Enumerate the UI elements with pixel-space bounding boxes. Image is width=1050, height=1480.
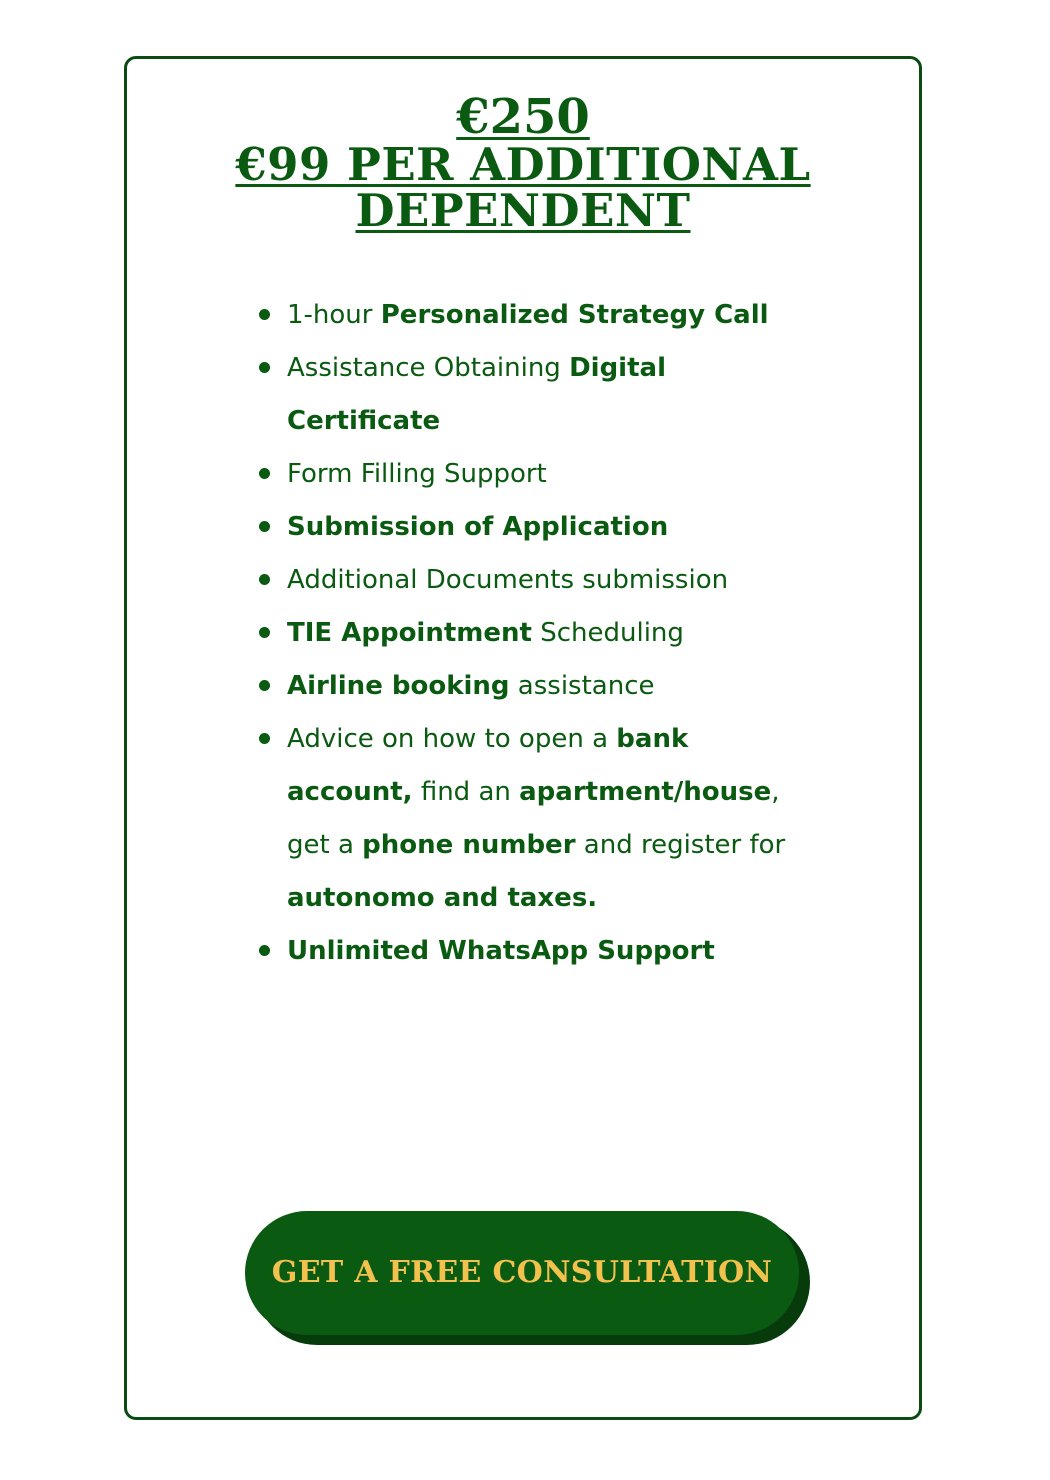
feature-item — [287, 660, 787, 713]
feature-text-bold: autonomo and taxes. — [287, 883, 598, 913]
feature-text: Additional Documents submission — [287, 565, 729, 595]
feature-text-bold: TIE Appointment — [287, 618, 532, 648]
feature-text: 1-hour — [287, 300, 381, 330]
main-price: €250 — [456, 89, 590, 145]
feature-item — [287, 713, 787, 925]
feature-text: Form Filling Support — [287, 459, 547, 489]
feature-text: Advice on how to open a — [287, 724, 617, 754]
feature-text-bold: bank account, — [287, 724, 689, 807]
bullet-icon — [259, 574, 270, 585]
feature-item — [287, 289, 787, 342]
feature-text-bold: apartment/house — [519, 777, 772, 807]
feature-text-bold: Unlimited WhatsApp Support — [287, 936, 715, 966]
feature-text: Assistance Obtaining — [287, 353, 570, 383]
feature-text: Scheduling — [531, 618, 684, 648]
bullet-icon — [259, 521, 270, 532]
features-list — [287, 289, 787, 978]
feature-item — [287, 554, 787, 607]
bullet-icon — [259, 945, 270, 956]
feature-text-bold: Airline booking — [287, 671, 510, 701]
price-heading — [127, 89, 919, 237]
feature-text-bold: Submission of Application — [287, 512, 669, 542]
free-consultation-button[interactable]: GET A FREE CONSULTATION — [245, 1211, 799, 1335]
bullet-icon — [259, 733, 270, 744]
feature-text-bold: phone number — [362, 830, 576, 860]
feature-item — [287, 501, 787, 554]
feature-text-bold: Digital Certificate — [287, 353, 666, 436]
feature-item — [287, 925, 787, 978]
feature-text: and register for — [575, 830, 786, 860]
bullet-icon — [259, 362, 270, 373]
feature-item — [287, 607, 787, 660]
feature-text: assistance — [509, 671, 655, 701]
bullet-icon — [259, 627, 270, 638]
feature-text: , get a — [287, 777, 780, 860]
bullet-icon — [259, 680, 270, 691]
feature-text-bold: Personalized Strategy Call — [380, 300, 769, 330]
bullet-icon — [259, 468, 270, 479]
bullet-icon — [259, 309, 270, 320]
feature-item — [287, 448, 787, 501]
feature-item — [287, 342, 787, 448]
pricing-card — [124, 56, 922, 1420]
feature-text: find an — [412, 777, 520, 807]
additional-dependent-price: €99 PER ADDITIONAL DEPENDENT — [235, 137, 811, 237]
